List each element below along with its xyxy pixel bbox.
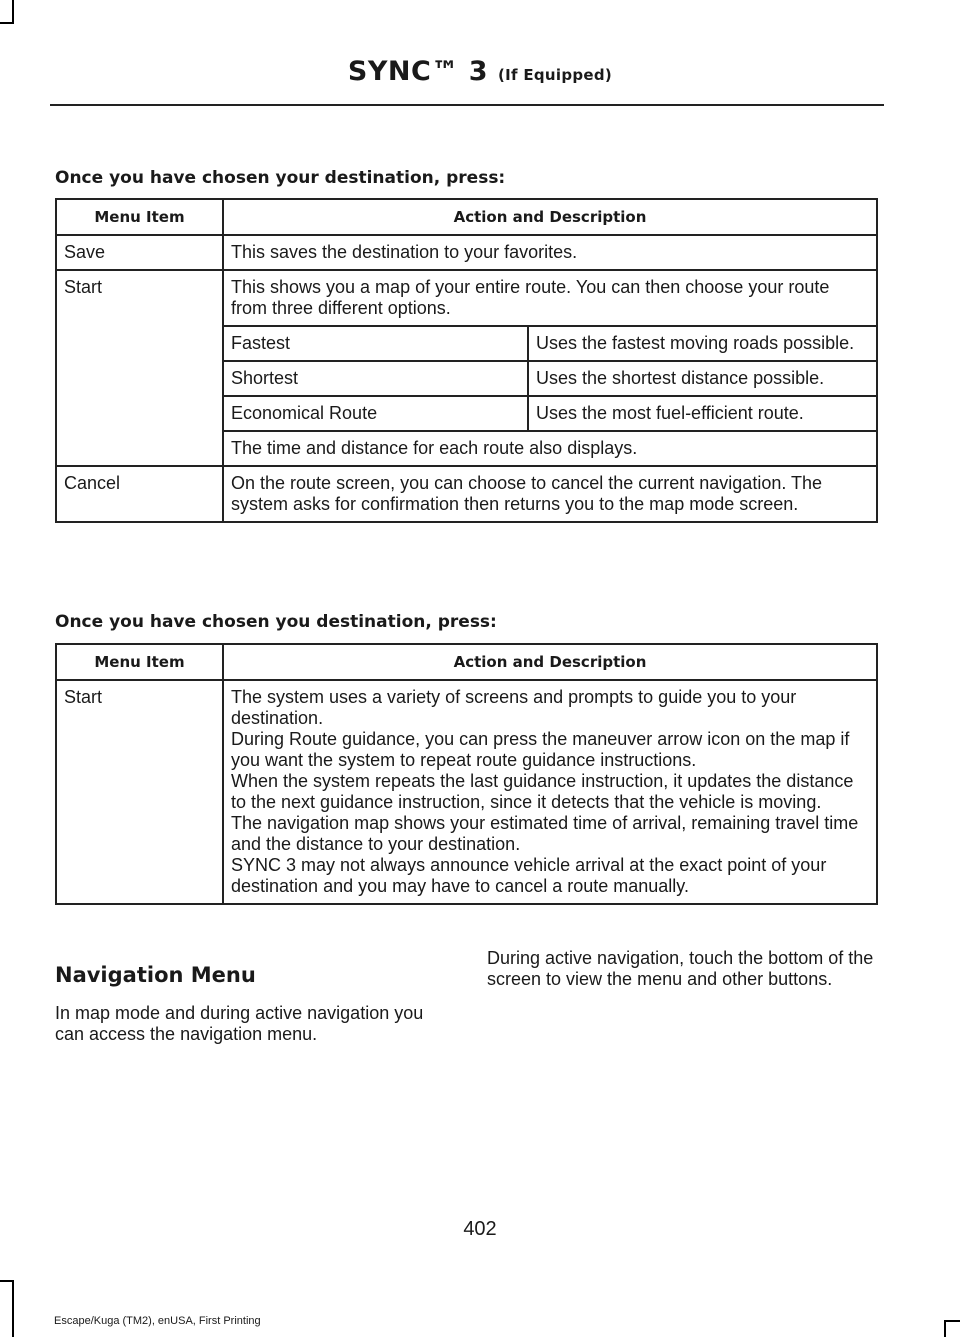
start-note: The time and distance for each route also displays. bbox=[231, 438, 638, 458]
menu-item-start: Start bbox=[56, 270, 223, 466]
col-menu-item: Menu Item bbox=[56, 644, 223, 680]
route-option-fastest-desc: Uses the fastest moving roads possible. bbox=[528, 326, 876, 361]
route-option-row bbox=[224, 326, 876, 361]
section2-intro: Once you have chosen you destination, press: bbox=[55, 612, 497, 632]
route-option-economical: Economical Route bbox=[224, 396, 528, 431]
header-title: SYNC™ 3 bbox=[347, 56, 489, 87]
crop-mark-bottom-left bbox=[12, 1280, 14, 1337]
table-header-row bbox=[56, 199, 877, 235]
menu-item-save: Save bbox=[56, 235, 223, 270]
start-desc-text: This shows you a map of your entire route. You can then choose your route from three different options. bbox=[231, 277, 830, 318]
guidance-menu-table bbox=[55, 643, 878, 905]
crop-mark-bottom-right bbox=[944, 1320, 946, 1337]
col-menu-item: Menu Item bbox=[56, 199, 223, 235]
crop-mark-bottom-right-h bbox=[944, 1320, 960, 1322]
nav-menu-left-text: In map mode and during active navigation you can access the navigation menu. bbox=[55, 1003, 424, 1044]
route-option-shortest: Shortest bbox=[224, 361, 528, 396]
route-option-row bbox=[224, 361, 876, 396]
start-note-row bbox=[224, 431, 876, 465]
menu-item-start: Start bbox=[56, 680, 223, 904]
desc-cancel: On the route screen, you can choose to cancel the current navigation. The system asks for confirmation then returns you to the map mode screen. bbox=[223, 466, 877, 522]
table-row-start bbox=[56, 270, 877, 466]
desc-paragraph: The system uses a variety of screens and prompts to guide you to your destination. bbox=[231, 687, 797, 728]
table-row-cancel bbox=[56, 466, 877, 522]
route-option-shortest-desc: Uses the shortest distance possible. bbox=[528, 361, 876, 396]
header-subtitle: (If Equipped) bbox=[497, 66, 613, 84]
menu-item-cancel: Cancel bbox=[56, 466, 223, 522]
table-header-row bbox=[56, 644, 877, 680]
header-rule bbox=[50, 104, 884, 106]
desc-start bbox=[223, 270, 877, 466]
route-option-economical-desc: Uses the most fuel-efficient route. bbox=[528, 396, 876, 431]
table-row-start bbox=[56, 680, 877, 904]
section1-intro: Once you have chosen your destination, press: bbox=[55, 168, 506, 188]
desc-save: This saves the destination to your favorites. bbox=[223, 235, 877, 270]
footer-text: Escape/Kuga (TM2), enUSA, First Printing bbox=[54, 1315, 261, 1327]
page-number: 402 bbox=[463, 1218, 497, 1240]
desc-paragraph: During Route guidance, you can press the maneuver arrow icon on the map if you want the system to repeat route guidance instructions. bbox=[231, 729, 850, 770]
desc-paragraph: SYNC 3 may not always announce vehicle arrival at the exact point of your destination and you may have to cancel a route manually. bbox=[231, 855, 827, 896]
desc-start bbox=[223, 680, 877, 904]
start-desc-row bbox=[224, 271, 876, 326]
route-options-table bbox=[224, 271, 876, 465]
crop-mark-top-left-h bbox=[0, 22, 14, 24]
col-action-description: Action and Description bbox=[223, 199, 877, 235]
route-option-fastest: Fastest bbox=[224, 326, 528, 361]
desc-paragraph: The navigation map shows your estimated time of arrival, remaining travel time and the distance to your destination. bbox=[231, 813, 859, 854]
crop-mark-bottom-left-h bbox=[0, 1280, 14, 1282]
destination-menu-table bbox=[55, 198, 878, 523]
page-header bbox=[0, 56, 960, 87]
desc-paragraph: When the system repeats the last guidance instruction, it updates the distance to the next guidance instruction, since it detects that the vehicle is moving. bbox=[231, 771, 854, 812]
nav-menu-right-text: During active navigation, touch the bottom of the screen to view the menu and other buttons. bbox=[487, 948, 874, 989]
table-row-save bbox=[56, 235, 877, 270]
crop-mark-top-left bbox=[12, 0, 14, 22]
navigation-menu-heading: Navigation Menu bbox=[55, 963, 256, 987]
route-option-row bbox=[224, 396, 876, 431]
col-action-description: Action and Description bbox=[223, 644, 877, 680]
